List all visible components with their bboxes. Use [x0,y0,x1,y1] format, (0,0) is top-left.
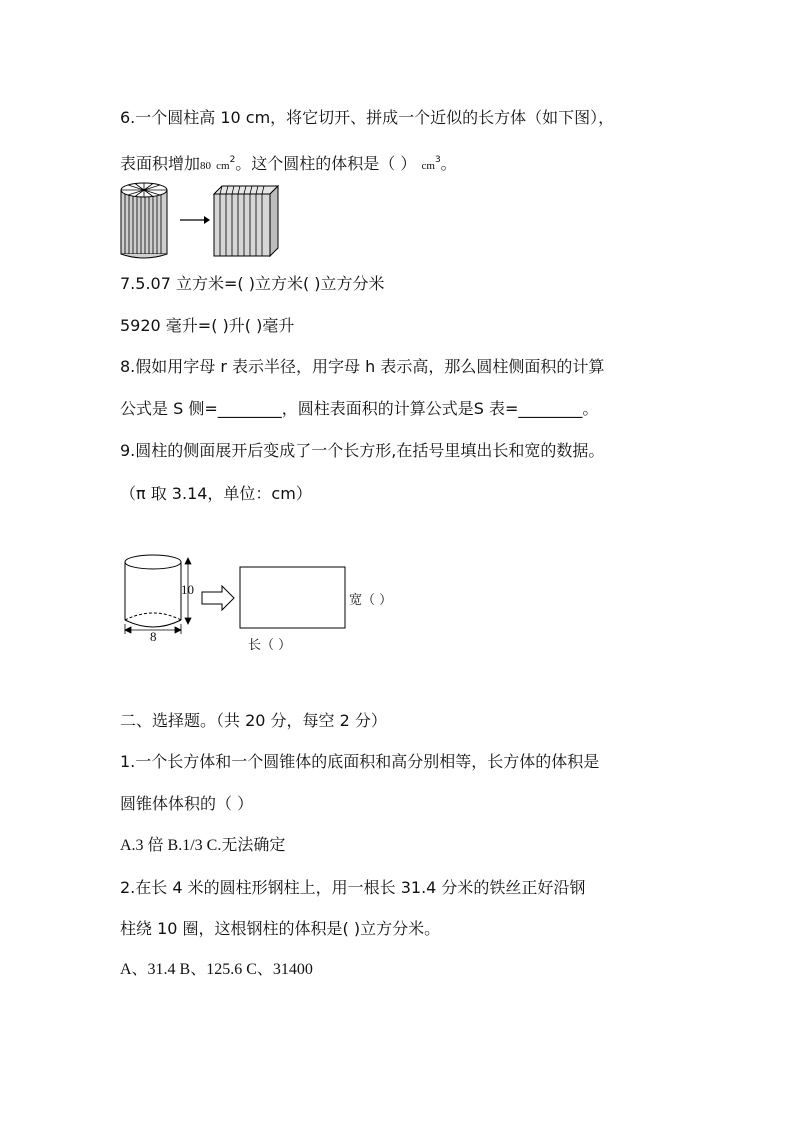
cylinder-icon [125,555,181,627]
s2-q2-options: A、31.4 B、125.6 C、31400 [120,961,313,978]
s2-q1-line2: 圆锥体体积的（ ） [120,794,254,813]
q6-line1: 6.一个圆柱高 10 cm，将它切开、拼成一个近似的长方体（如下图）， [120,108,615,127]
hollow-arrow-right-icon [202,586,234,610]
q6-volume-unit: cm [421,160,435,172]
q6-volume-unit-sup: 3 [434,155,441,165]
q7-line1: 7.5.07 立方米=( )立方米( )立方分米 [120,274,385,293]
q9-width-label: 宽（ ） [349,593,393,608]
q6-area-unit-sup: 2 [229,155,236,165]
q9-diameter-label: 8 [150,629,157,644]
q6-line2-question: 。这个圆柱的体积是（ ） [235,154,417,173]
section2-heading: 二、选择题。（共 20 分，每空 2 分） [120,711,387,730]
q6-area-number: 80 [200,160,212,172]
cuboid-icon [214,186,278,256]
q6-area-unit: cm [216,160,230,172]
s2-q1-line1: 1.一个长方体和一个圆锥体的底面积和高分别相等，长方体的体积是 [120,752,600,771]
unfolded-rectangle [240,567,345,628]
q7-line2: 5920 毫升=( )升( )毫升 [120,316,295,335]
s2-q2-line2: 柱绕 10 圈，这根钢柱的体积是( )立方分米。 [120,919,441,938]
q9-line1: 9.圆柱的侧面展开后变成了一个长方形,在括号里填出长和宽的数据。 [120,441,605,460]
s2-q1-options: A.3 倍 B.1/3 C.无法确定 [120,837,286,854]
q8-line1: 8.假如用字母 r 表示半径，用字母 h 表示高，那么圆柱侧面积的计算 [120,357,605,376]
q9-height-label: 10 [181,582,194,597]
q6-line2-text: 表面积增加 [120,154,201,173]
s2-q2-line1: 2.在长 4 米的圆柱形钢柱上，用一根长 31.4 分米的铁丝正好沿钢 [120,878,586,897]
arrow-right-icon [180,216,210,224]
q6-line2-end: 。 [440,154,457,173]
q6-figure [118,180,298,260]
q9-length-label: 长（ ） [248,638,292,653]
q9-line2: （π 取 3.14，单位：cm） [120,484,312,503]
q8-line2: 公式是 S 侧=________，圆柱表面积的计算公式是S 表=________。 [120,399,599,418]
q6-line2 [120,150,457,176]
cut-cylinder-icon [121,183,167,258]
